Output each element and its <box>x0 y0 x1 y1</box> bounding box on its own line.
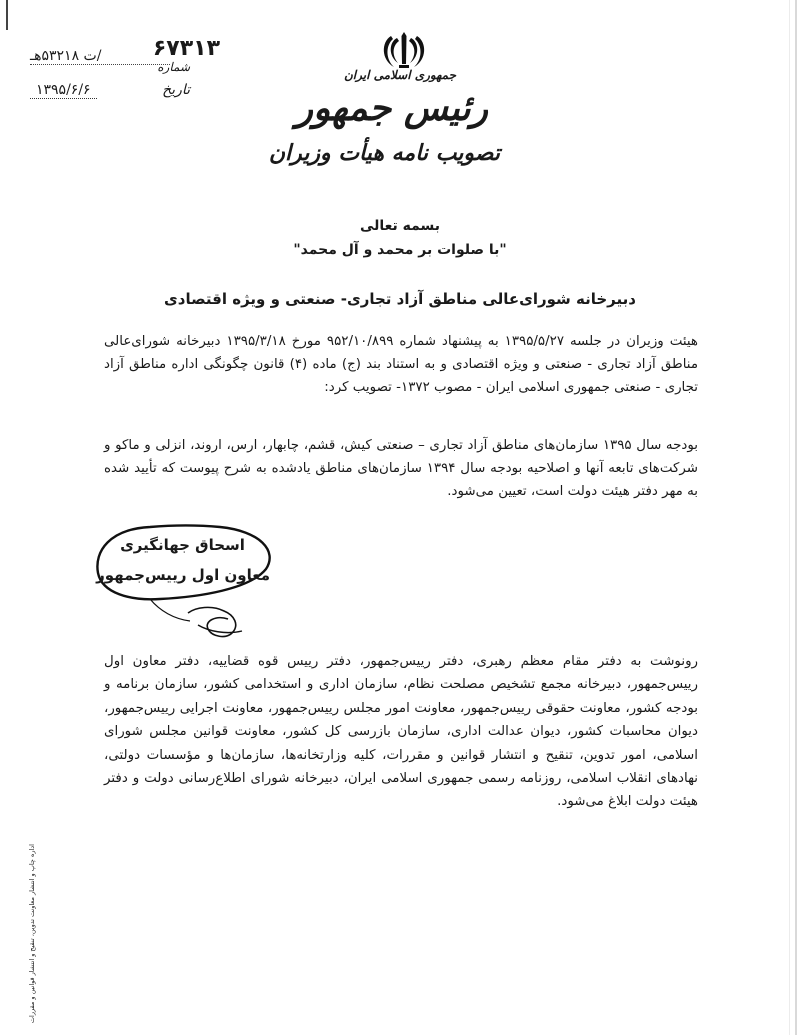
letter-number-code: /ت ۵۳۲۱۸هـ <box>30 48 102 64</box>
header-republic: جمهوری اسلامی ایران <box>343 68 457 82</box>
letter-date-label: تاریخ <box>162 82 190 98</box>
signatory-name: اسحاق جهانگیری <box>120 536 245 554</box>
side-margin-note-text: اداره چاپ و انتشار معاونت تدوین، تنقیح و انتشار قوانین و مقررات <box>28 844 36 1024</box>
letter-date-value: ۱۳۹۵/۶/۶ <box>30 82 97 99</box>
scan-edge-left <box>6 0 8 30</box>
letter-number-label: شماره <box>157 60 190 74</box>
header-approval: تصویب نامه هیأت وزیران <box>268 140 500 166</box>
scan-edge-right <box>795 0 797 1035</box>
letter-number-main: ۶۷۳۱۳ <box>152 36 220 61</box>
side-margin-note <box>26 844 38 1024</box>
scan-edge-right-inner <box>789 0 790 1035</box>
iran-emblem-icon <box>378 30 430 70</box>
copies-paragraph: رونوشت به دفتر مقام معظم رهبری، دفتر رییس‌جمهور، دفتر رییس قوه قضاییه، دفتر معاون اول رییس‌جمهور، دبیرخانه مجمع تشخیص مصلحت نظام، سازمان اداری و استخدامی کشور، سازمان برنامه و بودجه کشور، معاونت حقوقی رییس‌جمهور، معاونت امور مجلس رییس‌جمهور، معاونت اجرایی رییس‌جمهور، دیوان محاسبات کشور، دیوان عدالت اداری، سازمان بازرسی کل کشور، معاونت قوانین مجلس شورای اسلامی، امور تدوین، تنقیح و انتشار قوانین و مقررات، کلیه وزارتخانه‌ها، سازمان‌ها و مؤسسات دولتی، نهادهای انقلاب اسلامی، روزنامه رسمی جمهوری اسلامی ایران، دبیرخانه شورای اطلاع‌رسانی دولت و دفتر هیئت دولت ابلاغ می‌شود. <box>104 654 698 810</box>
number-dotted-line <box>30 64 170 65</box>
salawat: "با صلوات بر محمد و آل محمد" <box>293 242 507 258</box>
addressee: دبیرخانه شورای‌عالی مناطق آزاد تجاری- صنعتی و ویژه اقتصادی <box>164 290 636 308</box>
letter-date <box>30 82 190 106</box>
decree-paragraph-2: بودجه سال ۱۳۹۵ سازمان‌های مناطق آزاد تجاری – صنعتی کیش، قشم، چابهار، ارس، اروند، انزلی و ماکو و شرکت‌های تابعه آنها و اصلاحیه بودجه سال ۱۳۹۴ سازمان‌های مناطق یادشده به شرح پیوست که تأیید شده به مهر دفتر هیئت دولت است، تعیین می‌شود. <box>104 438 699 499</box>
basmala: بسمه تعالی <box>359 218 441 234</box>
header-president: رئیس جمهور <box>295 87 488 129</box>
signatory-title: معاون اول رییس‌جمهور <box>96 566 270 584</box>
decree-paragraph-1: هیئت وزیران در جلسه ۱۳۹۵/۵/۲۷ به پیشنهاد شماره ۹۵۲/۱۰/۸۹۹ مورخ ۱۳۹۵/۳/۱۸ دبیرخانه شورای‌عالی مناطق آزاد تجاری - صنعتی و ویژه اقتصادی و به استناد بند (ج) ماده (۴) قانون چگونگی اداره مناطق آزاد تجاری - صنعتی جمهوری اسلامی ایران - مصوب ۱۳۷۲- تصویب کرد: <box>104 334 699 395</box>
letter-number <box>30 36 220 80</box>
